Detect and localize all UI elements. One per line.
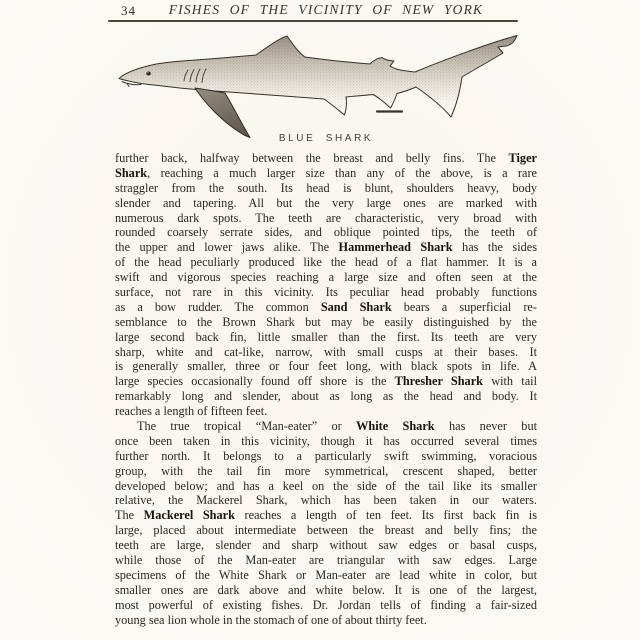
text-segment: sharp, white and cat-like, narrow, with small cusps at their bases. It: [115, 344, 537, 359]
text-segment: semblance to the Brown Shark but may be easily distinguished by the: [115, 314, 537, 329]
text-segment: further back, halfway between the breast and belly fins. The: [115, 151, 509, 165]
text-segment: bears a superficial re-: [391, 299, 537, 314]
text-segment: specimens of the White Shark or Man-eater are lead white in color, but: [115, 567, 537, 582]
text-segment: has never but: [434, 419, 538, 434]
figure-caption: BLUE SHARK: [278, 133, 374, 144]
text-line: [115, 508, 537, 523]
text-segment: while those of the Man-eater are triangular with saw edges. Large: [115, 553, 537, 568]
text-segment: relative, the Mackerel Shark, which has been taken in our waters.: [115, 493, 537, 508]
bold-species-term: Tiger: [508, 151, 537, 165]
bold-species-term: Thresher Shark: [394, 374, 484, 389]
bold-species-term: Sand Shark: [320, 299, 392, 314]
text-line: [115, 598, 537, 613]
text-segment: The: [115, 508, 144, 523]
text-line: [115, 300, 537, 315]
header-rule: [108, 20, 518, 22]
blue-shark-svg: [98, 33, 528, 139]
body-text: [115, 151, 537, 628]
text-segment: The true tropical “Man-eater” or: [137, 419, 357, 434]
blue-shark-illustration: [98, 33, 528, 139]
text-line: [115, 359, 537, 374]
text-line: [115, 151, 537, 166]
text-segment: , reaching a much larger size than any of the above, is a rare: [147, 165, 537, 180]
text-segment: numerous dark spots. The teeth are characteristic, very broad with: [115, 210, 537, 225]
text-line: [115, 255, 537, 270]
text-line: [115, 523, 537, 538]
text-segment: swift and vigorous species reaching a large size and often seen at the: [115, 270, 537, 285]
text-line: [115, 493, 537, 508]
text-line: [115, 374, 537, 389]
text-segment: teeth are large, slender and sharp without saw edges or basal cusps,: [115, 538, 537, 553]
shark-stipple-texture: [119, 36, 517, 118]
text-segment: with tail: [483, 374, 537, 389]
page-number: 34: [121, 3, 136, 18]
text-line: [115, 166, 537, 181]
text-line: [115, 240, 537, 255]
text-segment: group, with the tail fin more symmetrical, crescent shaped, better: [115, 463, 537, 478]
text-segment: once been taken in this vicinity, though it has occurred several times: [115, 433, 537, 448]
text-segment: reaches a length of ten feet. Its first back fin is: [234, 508, 537, 523]
text-segment: most powerful of existing fishes. Dr. Jordan tells of finding a fair-sized: [115, 597, 537, 612]
text-segment: surface, not rare in this vicinity. Its peculiar head probably functions: [115, 285, 537, 300]
text-line: [115, 434, 537, 449]
text-line: [115, 345, 537, 360]
text-segment: large, placed about intermediate between the breast and belly fins; the: [115, 523, 537, 538]
text-segment: as a bow rudder. The common: [115, 299, 321, 314]
shark-eye-highlight: [147, 72, 148, 73]
text-line: [115, 404, 537, 419]
text-line: [115, 613, 537, 628]
text-line: [115, 583, 537, 598]
text-segment: developed below; and has a keel on the side of the tail like its smaller: [115, 478, 537, 493]
bold-species-term: Shark: [115, 165, 148, 180]
text-segment: further north. It belongs to a particularly swift swimming, voracious: [115, 448, 537, 463]
bold-species-term: Hammerhead Shark: [338, 240, 453, 255]
text-line: [115, 449, 537, 464]
text-line: [115, 389, 537, 404]
text-line: [115, 553, 537, 568]
bold-species-term: White Shark: [356, 419, 435, 434]
text-line: [115, 196, 537, 211]
shark-eye: [146, 72, 151, 76]
text-segment: rounded coarsely serrate sides, and oblique pointed tips, the teeth of: [115, 225, 537, 240]
bold-species-term: Mackerel Shark: [143, 508, 235, 523]
text-segment: reaches a length of fifteen feet.: [115, 404, 268, 419]
text-segment: large second back fin, little smaller than the first. Its teeth are very: [115, 329, 537, 344]
text-segment: of the head peculiarly produced like the head of a flat hammer. It is a: [115, 255, 537, 270]
text-line: [115, 330, 537, 345]
text-segment: has the sides: [452, 240, 538, 255]
text-line: [115, 225, 537, 240]
text-line: [115, 538, 537, 553]
running-title: FISHES OF THE VICINITY OF NEW YORK: [168, 2, 484, 17]
text-line: [115, 419, 537, 434]
text-line: [115, 270, 537, 285]
text-line: [115, 568, 537, 583]
text-segment: straggler from the south. Its head is blunt, shoulders heavy, body: [115, 180, 537, 195]
text-segment: large species occasionally found off shore is the: [115, 374, 395, 389]
text-line: [115, 479, 537, 494]
text-segment: smaller ones are dark above and white below. It is one of the largest,: [115, 582, 537, 597]
text-line: [115, 285, 537, 300]
text-segment: young sea lion whole in the stomach of one of about thirty feet.: [115, 612, 427, 627]
text-segment: the upper and lower jaws alike. The: [115, 240, 339, 255]
text-segment: slender and tapering. All but the very large ones are marked with: [115, 195, 537, 210]
text-segment: is generally smaller, three or four feet long, with black spots in life. A: [115, 359, 537, 374]
text-segment: remarkably long and slender, about as long as the head and body. It: [115, 389, 537, 404]
text-line: [115, 181, 537, 196]
text-line: [115, 464, 537, 479]
shark-pectoral-fin: [195, 88, 250, 138]
text-line: [115, 211, 537, 226]
text-line: [115, 315, 537, 330]
page-header: [115, 2, 537, 20]
